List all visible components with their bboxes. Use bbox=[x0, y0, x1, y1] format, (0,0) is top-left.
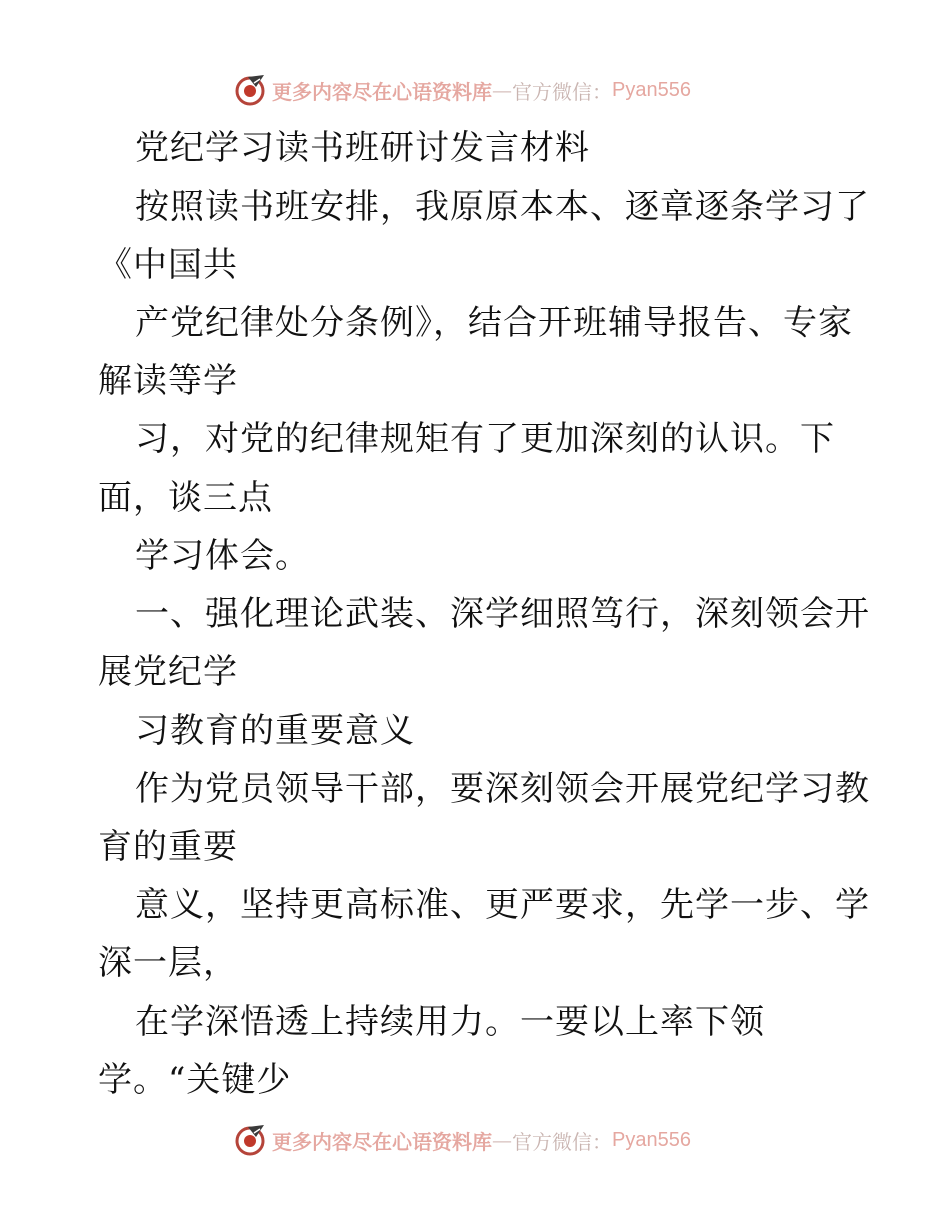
paragraph-line: 产党纪律处分条例》，结合开班辅导报告、专家 bbox=[135, 303, 853, 343]
document-title: 党纪学习读书班研讨发言材料 bbox=[135, 128, 590, 168]
watermark-wechat-id: Pyan556 bbox=[612, 78, 691, 101]
section-heading-line: 习教育的重要意义 bbox=[135, 711, 415, 751]
watermark-dash: — bbox=[492, 78, 512, 102]
watermark-header bbox=[234, 72, 691, 108]
section-heading-line: 一、强化理论武装、深学细照笃行，深刻领会开 bbox=[135, 594, 870, 634]
paragraph-line: 习，对党的纪律规矩有了更加深刻的认识。下 bbox=[135, 419, 835, 459]
paragraph-line: 按照读书班安排，我原原本本、逐章逐条学习了 bbox=[135, 187, 870, 227]
paragraph-line: 深一层， bbox=[98, 943, 238, 983]
paragraph-line: 《中国共 bbox=[98, 245, 238, 285]
watermark-brand-text: 更多内容尽在心语资料库 bbox=[272, 1129, 492, 1154]
paragraph-line: 意义，坚持更高标准、更严要求，先学一步、学 bbox=[135, 885, 870, 925]
paragraph-line: 育的重要 bbox=[98, 827, 238, 867]
paragraph-line: 学习体会。 bbox=[135, 536, 310, 576]
section-heading-line: 展党纪学 bbox=[98, 652, 238, 692]
brand-logo-icon bbox=[234, 73, 268, 107]
paragraph-line: 在学深悟透上持续用力。一要以上率下领 bbox=[135, 1002, 765, 1042]
watermark-wechat-label: 官方微信： bbox=[512, 1129, 612, 1154]
brand-logo-icon bbox=[234, 1123, 268, 1157]
watermark-footer bbox=[234, 1122, 691, 1158]
watermark-dash: — bbox=[492, 1128, 512, 1152]
paragraph-line: 解读等学 bbox=[98, 361, 238, 401]
paragraph-line: 作为党员领导干部，要深刻领会开展党纪学习教 bbox=[135, 769, 870, 809]
paragraph-line: 学。“关键少 bbox=[98, 1060, 292, 1100]
watermark-wechat-id: Pyan556 bbox=[612, 1128, 691, 1151]
paragraph-line: 面，谈三点 bbox=[98, 478, 273, 518]
watermark-wechat-label: 官方微信： bbox=[512, 79, 612, 104]
watermark-brand-text: 更多内容尽在心语资料库 bbox=[272, 79, 492, 104]
